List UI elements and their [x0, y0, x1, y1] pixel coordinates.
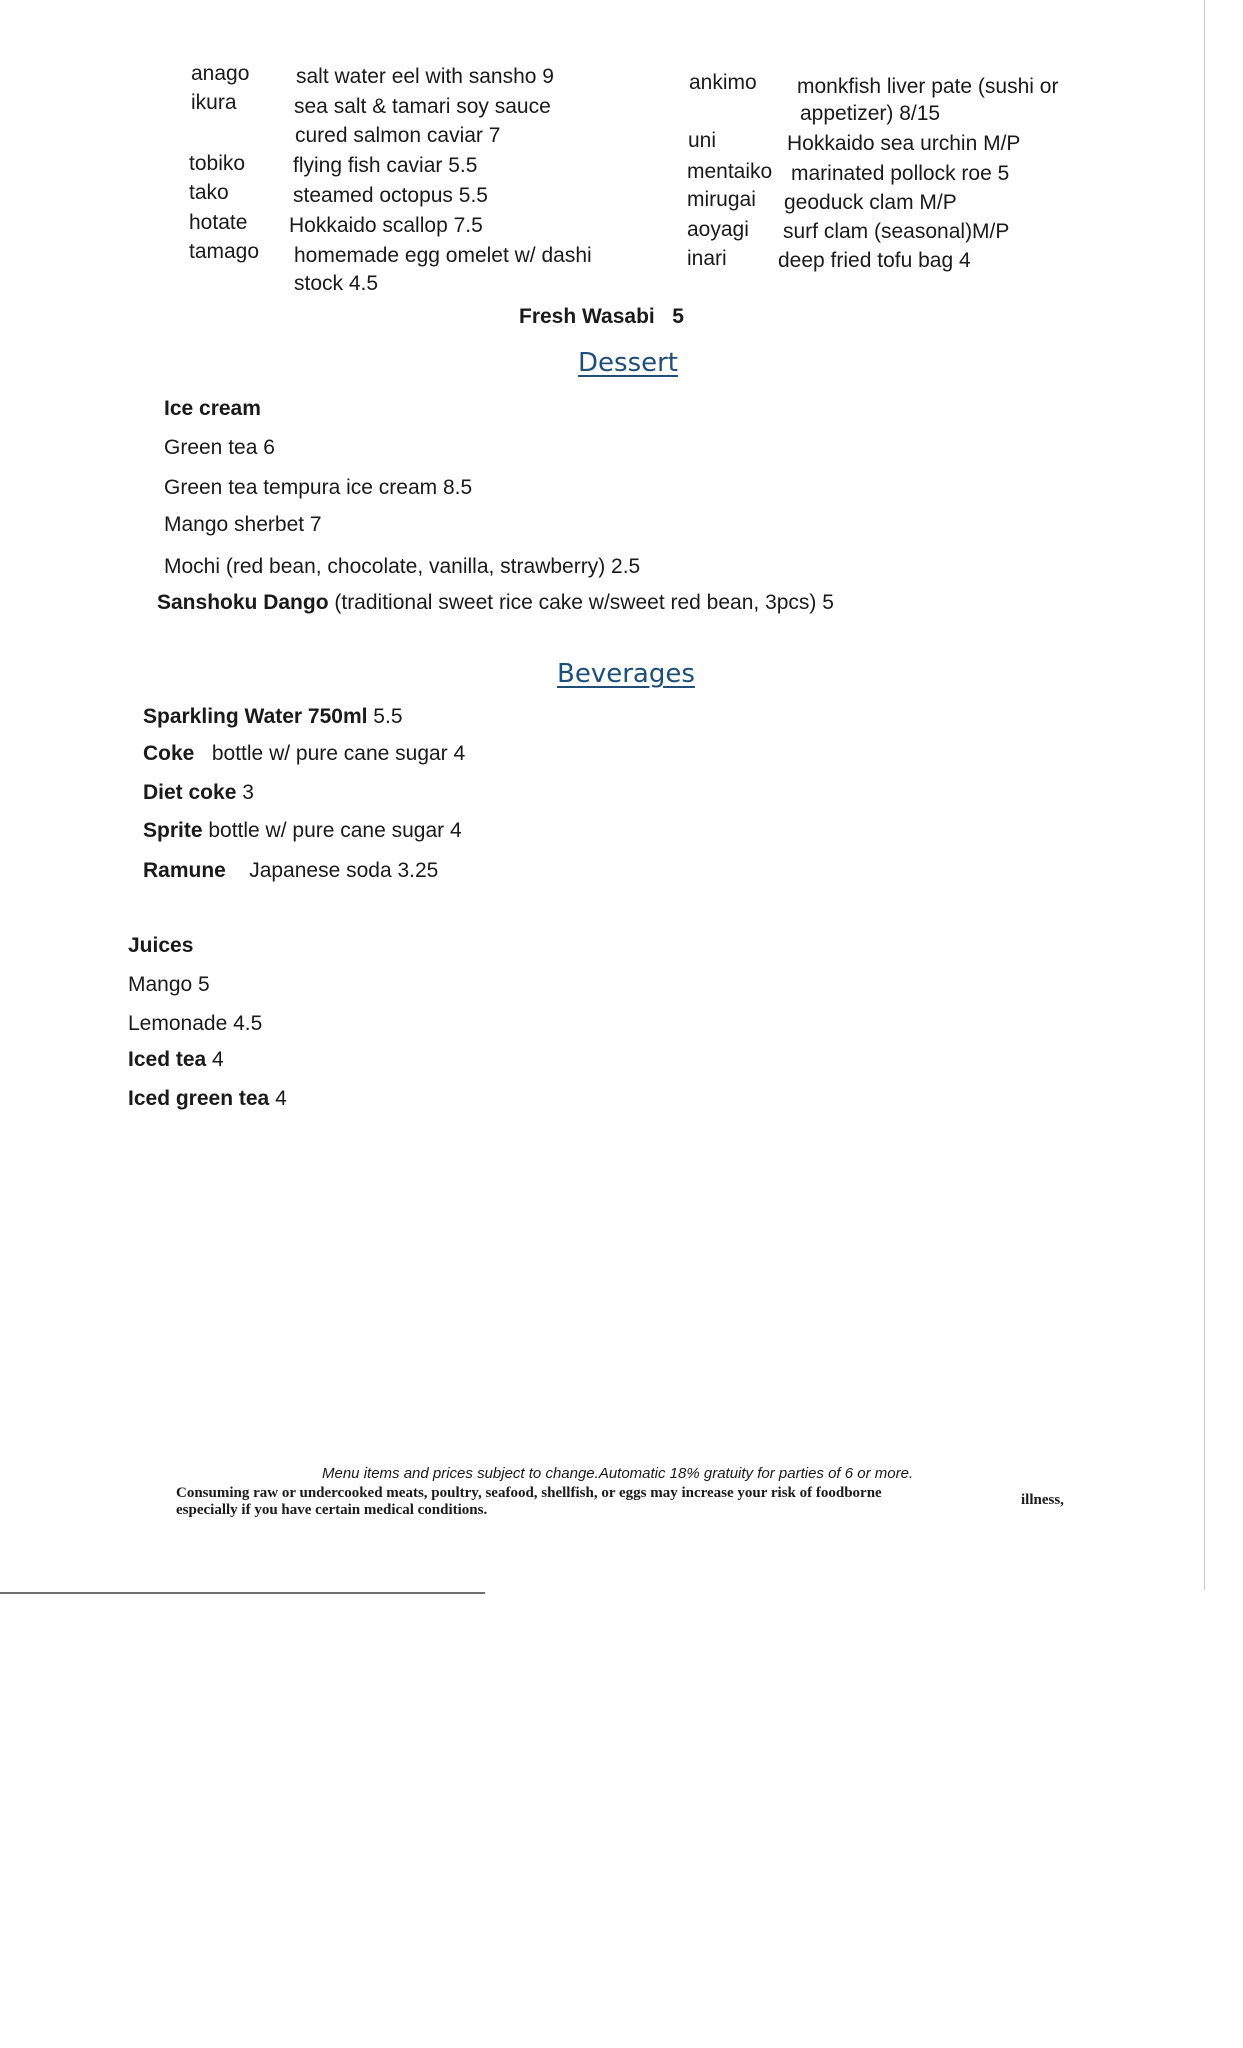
- ice-cream-heading: Ice cream: [164, 397, 261, 420]
- sushi-name-hotate: hotate: [189, 211, 248, 234]
- sushi-desc-ankimo: monkfish liver pate (sushi or: [797, 75, 1059, 98]
- sushi-name-ankimo: ankimo: [689, 71, 757, 94]
- beverage-desc: 5.5: [367, 705, 403, 728]
- sushi-name-tako: tako: [189, 181, 229, 204]
- beverage-item: [143, 782, 254, 803]
- sushi-desc-ikura: sea salt & tamari soy sauce: [294, 95, 551, 118]
- sushi-name-tobiko: tobiko: [189, 152, 246, 175]
- beverage-name: Ramune: [143, 859, 226, 882]
- juice-price: 4: [206, 1048, 224, 1071]
- footer-notice-line-3: especially if you have certain medical conditions.: [176, 1502, 488, 1518]
- beverage-name: Sprite: [143, 819, 203, 842]
- juice-name: Iced green tea: [128, 1087, 270, 1110]
- beverage-desc: 3: [236, 781, 254, 804]
- juices-heading: Juices: [128, 934, 194, 957]
- footer-notice-line-2: Consuming raw or undercooked meats, poultry, seafood, shellfish, or eggs may increase your risk of foodborne: [176, 1485, 882, 1501]
- footer-notice-line-1: Menu items and prices subject to change.Automatic 18% gratuity for parties of 6 or more.: [322, 1465, 914, 1482]
- sushi-desc-mentaiko: marinated pollock roe 5: [791, 162, 1010, 185]
- sushi-desc-tamago: homemade egg omelet w/ dashi: [294, 244, 592, 267]
- sushi-name-aoyagi: aoyagi: [687, 218, 749, 241]
- sushi-desc-ankimo-2: appetizer) 8/15: [800, 102, 941, 125]
- scan-bottom-line: [0, 1592, 485, 1594]
- sushi-desc-tobiko: flying fish caviar 5.5: [293, 154, 478, 177]
- juice-name: Iced tea: [128, 1048, 207, 1071]
- beverage-desc: Japanese soda 3.25: [225, 859, 439, 882]
- beverage-item: [143, 860, 438, 881]
- dessert-heading: Dessert: [578, 348, 678, 378]
- sushi-desc-aoyagi: surf clam (seasonal)M/P: [783, 220, 1010, 243]
- beverage-name: Coke: [143, 742, 195, 765]
- sushi-name-tamago: tamago: [189, 240, 260, 263]
- sushi-desc-mirugai: geoduck clam M/P: [784, 191, 957, 214]
- sushi-desc-anago: salt water eel with sansho 9: [296, 65, 554, 88]
- beverage-desc: bottle w/ pure cane sugar 4: [202, 819, 462, 842]
- beverage-name: Diet coke: [143, 781, 237, 804]
- beverage-desc: bottle w/ pure cane sugar 4: [194, 742, 466, 765]
- sushi-desc-inari: deep fried tofu bag 4: [778, 249, 971, 272]
- juice-item: [128, 1088, 287, 1109]
- dango-name: Sanshoku Dango: [157, 591, 329, 614]
- juice-item: Lemonade 4.5: [128, 1012, 263, 1035]
- sushi-name-anago: anago: [191, 62, 250, 85]
- sushi-name-uni: uni: [688, 129, 717, 152]
- beverages-heading: Beverages: [557, 659, 695, 689]
- beverage-item: [143, 820, 462, 841]
- scan-edge-line: [1204, 0, 1205, 1590]
- sushi-desc-ikura-2: cured salmon caviar 7: [295, 124, 501, 147]
- fresh-wasabi-label: Fresh Wasabi: [519, 305, 655, 328]
- dessert-item: Mochi (red bean, chocolate, vanilla, strawberry) 2.5: [164, 555, 641, 578]
- sushi-desc-uni: Hokkaido sea urchin M/P: [787, 132, 1021, 155]
- dessert-item: Mango sherbet 7: [164, 513, 322, 536]
- sushi-desc-tamago-2: stock 4.5: [294, 272, 379, 295]
- sushi-desc-hotate: Hokkaido scallop 7.5: [289, 214, 483, 237]
- beverage-item: [143, 743, 465, 764]
- beverage-name: Sparkling Water 750ml: [143, 705, 368, 728]
- juice-item: Mango 5: [128, 973, 210, 996]
- dessert-dango: [157, 592, 834, 613]
- fresh-wasabi-price: 5: [672, 305, 684, 328]
- dango-desc: (traditional sweet rice cake w/sweet red bean, 3pcs) 5: [328, 591, 834, 614]
- sushi-name-ikura: ikura: [191, 91, 237, 114]
- juice-item: [128, 1049, 224, 1070]
- sushi-name-mirugai: mirugai: [687, 188, 756, 211]
- dessert-item: Green tea 6: [164, 436, 275, 459]
- sushi-name-mentaiko: mentaiko: [687, 160, 773, 183]
- fresh-wasabi: [519, 306, 684, 327]
- beverage-item: [143, 706, 403, 727]
- footer-notice-line-2-end: illness,: [1021, 1492, 1064, 1508]
- juice-price: 4: [269, 1087, 287, 1110]
- sushi-desc-tako: steamed octopus 5.5: [293, 184, 488, 207]
- dessert-item: Green tea tempura ice cream 8.5: [164, 476, 473, 499]
- sushi-name-inari: inari: [687, 247, 727, 270]
